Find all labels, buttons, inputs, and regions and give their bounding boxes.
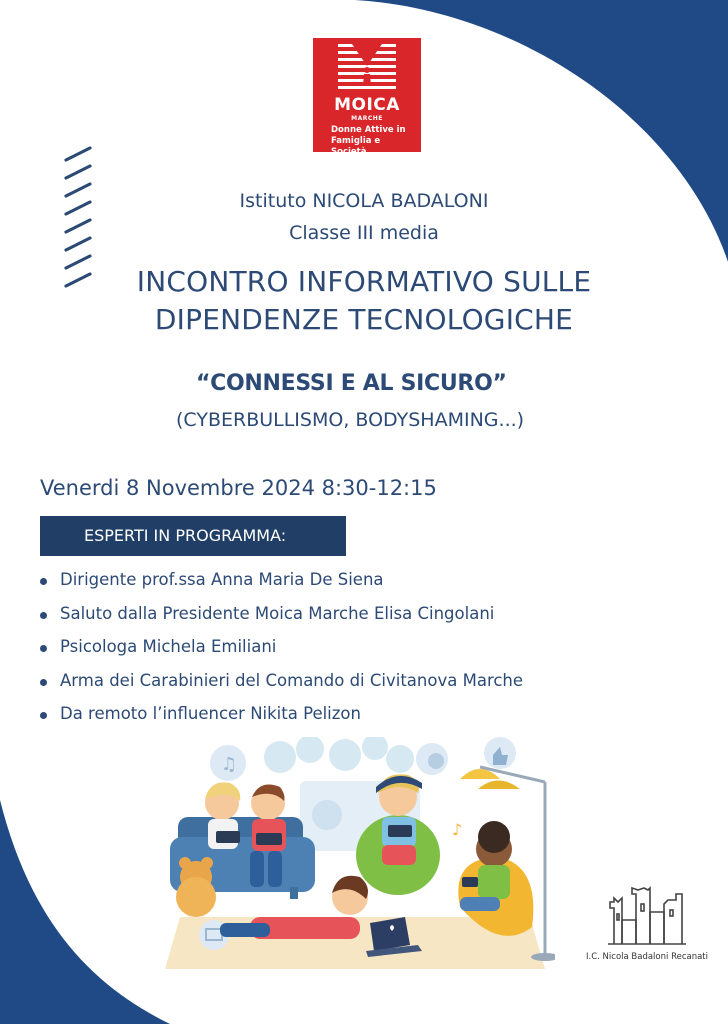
list-item: Psicologa Michela Emiliani (38, 635, 523, 669)
list-item: Da remoto l’influencer Nikita Pelizon (38, 702, 523, 736)
experts-list (38, 568, 523, 736)
list-item: Dirigente prof.ssa Anna Maria De Siena (38, 568, 523, 602)
experts-banner-label: ESPERTI IN PROGRAMMA: (84, 526, 287, 545)
svg-text:♪: ♪ (452, 820, 463, 839)
headline-line1: INCONTRO INFORMATIVO SULLE (136, 265, 592, 298)
headline (0, 263, 728, 339)
event-subtitle: (CYBERBULLISMO, BODYSHAMING...) (176, 409, 525, 431)
event-quote-title: “CONNESSI E AL SICURO” (196, 371, 507, 396)
list-item: Saluto dalla Presidente Moica Marche Elisa Cingolani (38, 602, 523, 636)
school-name: Istituto NICOLA BADALONI (239, 190, 489, 212)
school-logo (590, 880, 700, 980)
headline-line2: DIPENDENZE TECNOLOGICHE (154, 303, 574, 336)
school-logo-caption: I.C. Nicola Badaloni Recanati (586, 952, 708, 962)
moica-m-icon (338, 44, 396, 96)
logo-tagline-line2: Famiglia e Società (331, 136, 381, 157)
experts-banner (40, 516, 346, 556)
logo-region: MARCHE (351, 115, 383, 122)
class-line: Classe III media (289, 222, 439, 244)
moica-logo (313, 38, 421, 157)
svg-text:♫: ♫ (221, 754, 238, 775)
wifi-icon (312, 800, 342, 830)
logo-brand: MOICA (334, 95, 400, 115)
logo-tagline-line1: Donne Attive in (331, 125, 406, 135)
children-devices-illustration (160, 737, 555, 973)
logo-tagline (319, 125, 417, 158)
event-date: Venerdi 8 Novembre 2024 8:30-12:15 (40, 476, 437, 500)
list-item: Arma dei Carabinieri del Comando di Civitanova Marche (38, 669, 523, 703)
